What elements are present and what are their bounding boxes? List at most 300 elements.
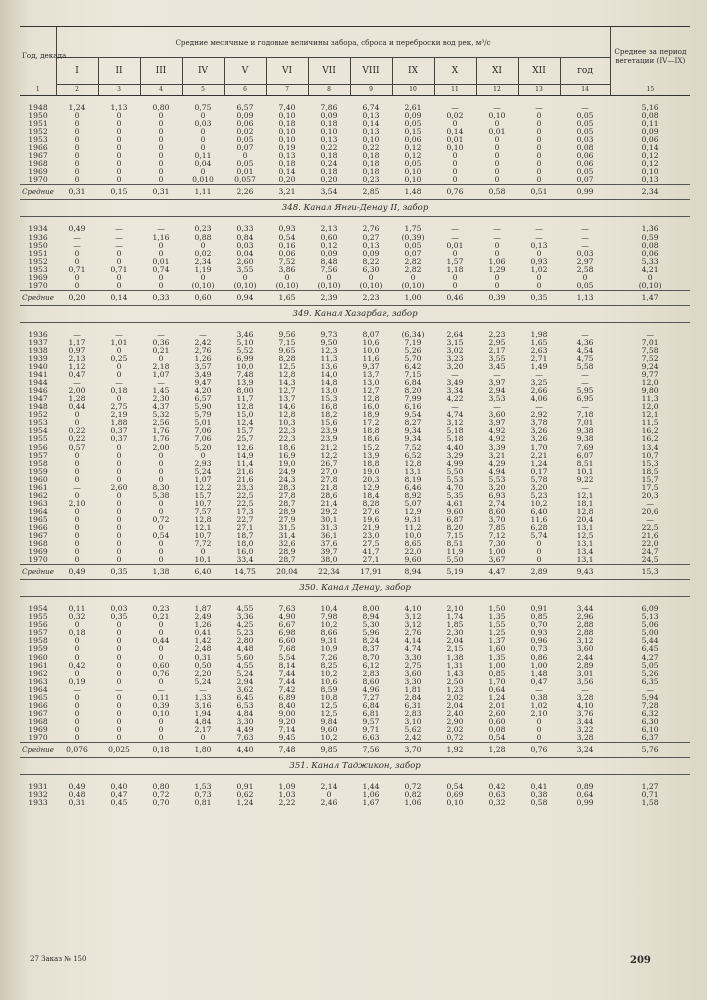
table-cell: 1,58: [641, 798, 659, 808]
table-cell: 0: [200, 272, 206, 282]
table-cell: 12,0: [641, 378, 659, 388]
table-cell: 2,94: [488, 386, 506, 396]
table-cell: 6,52: [404, 450, 422, 460]
table-cell: 9,34: [404, 434, 422, 444]
table-cell: 1,17: [68, 337, 86, 347]
table-cell: 3,57: [194, 362, 212, 372]
table-cell: 10,0: [362, 345, 380, 355]
table-cell: 14,0: [320, 370, 338, 380]
table-cell: 1,48: [530, 668, 548, 678]
table-cell: 2,17: [488, 345, 506, 355]
table-cell: 2,60: [110, 482, 128, 492]
table-cell: 2,30: [446, 628, 464, 638]
table-cell: 0,49: [68, 782, 86, 792]
table-cell: 0,18: [320, 119, 338, 129]
table-cell: 0: [200, 732, 206, 742]
average-cell: 20,04: [266, 565, 308, 580]
table-cell: 0: [74, 159, 80, 169]
table-cell: 0,99: [576, 798, 594, 808]
table-cell: 27,5: [362, 539, 380, 549]
table-cell: 7,18: [576, 410, 594, 420]
table-cell: 10,1: [576, 466, 594, 476]
table-cell: 12,8: [576, 506, 594, 516]
table-cell: 0,04: [194, 159, 212, 169]
table-cell: 20,3: [362, 474, 380, 484]
section-title: 351. Канал Таджикон, забор: [20, 758, 690, 775]
table-cell: 8,66: [320, 628, 338, 638]
table-cell: 14,9: [236, 450, 254, 460]
table-cell: 0: [242, 151, 248, 161]
table-cell: 2,96: [576, 612, 594, 622]
table-cell: 31,4: [278, 531, 296, 541]
row-year: 1951: [28, 119, 48, 129]
table-cell: 7,98: [320, 612, 338, 622]
table-cell: 6,57: [194, 394, 212, 404]
table-cell: 6,40: [530, 506, 548, 516]
table-cell: 2,83: [362, 668, 380, 678]
table-cell: 1,36: [641, 224, 659, 234]
table-cell: 1,60: [488, 644, 506, 654]
table-cell: 20,6: [641, 506, 659, 516]
table-cell: 0,06: [576, 159, 594, 169]
average-cell: 0,58: [476, 185, 518, 200]
table-cell: 0,05: [576, 167, 594, 177]
table-cell: 3,60: [488, 410, 506, 420]
table-cell: 2,90: [446, 716, 464, 726]
table-cell: 7,15: [278, 337, 296, 347]
table-cell: 22,7: [236, 514, 254, 524]
table-cell: —: [115, 232, 123, 242]
table-cell: 0: [158, 127, 164, 137]
table-cell: 0: [116, 248, 122, 258]
table-cell: 12,7: [278, 386, 296, 396]
table-cell: 0: [158, 248, 164, 258]
section-title-row: [20, 580, 690, 597]
table-cell: 37,6: [320, 539, 338, 549]
table-cell: 0: [158, 506, 164, 516]
table-cell: 0: [116, 111, 122, 121]
table-cell: 0: [536, 724, 542, 734]
table-cell: 6,74: [362, 103, 380, 113]
table-cell: 0,25: [110, 354, 128, 363]
table-cell: 4,55: [236, 660, 254, 670]
row-year: 1953: [28, 264, 48, 274]
table-cell: 2,76: [404, 628, 422, 638]
table-cell: 2,10: [68, 498, 86, 508]
table-cell: 9,31: [404, 514, 422, 524]
table-cell: 0: [494, 167, 500, 177]
table-cell: 22,5: [641, 522, 659, 532]
table-cell: 0,72: [446, 732, 464, 742]
table-cell: 1,37: [488, 636, 506, 646]
table-cell: 0: [116, 143, 122, 153]
table-cell: 0,10: [278, 135, 296, 145]
table-cell: 0: [74, 256, 80, 266]
table-cell: 8,37: [362, 644, 380, 654]
row-year: 1957: [28, 628, 48, 638]
table-cell: 8,40: [278, 700, 296, 710]
table-cell: 3,30: [236, 716, 254, 726]
row-year: 1966: [28, 143, 48, 153]
table-cell: 36,1: [320, 531, 338, 541]
table-cell: 0,09: [362, 248, 380, 258]
table-cell: 0: [536, 175, 542, 185]
row-year: 1950: [28, 240, 48, 250]
row-year: 1967: [28, 531, 48, 541]
table-cell: 0,01: [488, 127, 506, 137]
table-cell: 6,93: [488, 490, 506, 500]
row-year: 1970: [28, 732, 48, 742]
table-cell: 0,05: [576, 111, 594, 121]
average-cell: 1,13: [560, 290, 610, 305]
table-cell: 0,71: [110, 264, 128, 274]
table-cell: 0,20: [320, 175, 338, 185]
table-cell: 0,10: [278, 127, 296, 137]
table-cell: 0: [452, 272, 458, 282]
table-cell: 7,27: [362, 692, 380, 702]
table-cell: 0,91: [530, 604, 548, 614]
table-cell: 10,2: [320, 668, 338, 678]
table-cell: 9,50: [320, 337, 338, 347]
table-cell: 3,53: [488, 394, 506, 404]
table-cell: 23,3: [236, 482, 254, 492]
table-cell: 0: [116, 159, 122, 169]
table-cell: 0: [158, 143, 164, 153]
table-cell: 1,06: [362, 790, 380, 800]
table-cell: —: [73, 329, 81, 339]
table-cell: 0: [116, 539, 122, 549]
row-year: 1968: [28, 716, 48, 726]
table-cell: 0: [158, 175, 164, 185]
table-cell: 0: [158, 458, 164, 468]
table-cell: 0,27: [362, 232, 380, 242]
average-cell: 1,92: [434, 743, 476, 758]
table-cell: 5,53: [488, 474, 506, 484]
table-cell: 0,12: [404, 143, 422, 153]
row-year: 1970: [28, 175, 48, 185]
table-cell: 0,91: [236, 782, 254, 792]
row-year: 1960: [28, 652, 48, 662]
table-cell: 0: [116, 151, 122, 161]
table-cell: 1,70: [530, 442, 548, 452]
table-cell: 1,24: [236, 798, 254, 808]
table-cell: (0,10): [317, 280, 341, 290]
column-number: 11: [434, 85, 476, 96]
table-cell: 2,04: [446, 636, 464, 646]
table-cell: —: [581, 224, 589, 234]
table-cell: 0: [74, 151, 80, 161]
table-cell: 0: [158, 498, 164, 508]
header-annual: год: [560, 58, 610, 85]
table-cell: 7,52: [404, 442, 422, 452]
table-cell: —: [115, 378, 123, 388]
average-cell: 0,31: [140, 185, 182, 200]
header-month-6: VI: [266, 58, 308, 85]
table-cell: 1,45: [152, 386, 170, 396]
table-cell: 9,77: [641, 370, 659, 380]
table-cell: 0,20: [278, 175, 296, 185]
average-cell: 1,38: [140, 565, 182, 580]
row-year: 1959: [28, 644, 48, 654]
table-cell: 0,06: [404, 135, 422, 145]
table-cell: 6,16: [404, 402, 422, 412]
table-cell: 0: [116, 474, 122, 484]
table-cell: 3,36: [236, 612, 254, 622]
table-cell: 0: [116, 394, 122, 404]
table-cell: 0: [452, 280, 458, 290]
table-cell: 5,70: [404, 354, 422, 363]
table-cell: 0: [74, 175, 80, 185]
table-cell: 0,11: [68, 604, 86, 614]
table-cell: 7,30: [488, 539, 506, 549]
table-cell: 7,14: [278, 724, 296, 734]
table-cell: 0,010: [192, 175, 214, 185]
average-label: Средние: [20, 185, 56, 200]
table-cell: 4,21: [641, 264, 659, 274]
table-cell: 0,86: [530, 652, 548, 662]
table-cell: 24,3: [278, 474, 296, 484]
table-cell: 1,03: [278, 790, 296, 800]
table-cell: 6,12: [362, 660, 380, 670]
table-cell: 0,17: [530, 466, 548, 476]
table-cell: 9,22: [576, 474, 594, 484]
table-cell: 4,74: [404, 644, 422, 654]
table-cell: 0,31: [68, 798, 86, 808]
table-cell: 0: [116, 676, 122, 686]
table-cell: —: [199, 329, 207, 339]
table-cell: 15,3: [641, 458, 659, 468]
table-cell: 1,24: [530, 458, 548, 468]
table-cell: 0: [74, 280, 80, 290]
table-cell: 5,18: [446, 426, 464, 436]
average-cell: 4,40: [224, 743, 266, 758]
table-cell: 0,05: [236, 159, 254, 169]
row-year: 1967: [28, 151, 48, 161]
table-cell: —: [646, 684, 654, 694]
table-cell: 0,93: [530, 628, 548, 638]
table-cell: 0,32: [488, 798, 506, 808]
table-row: [20, 734, 690, 743]
table-cell: 2,40: [446, 708, 464, 718]
table-cell: 1,02: [530, 700, 548, 710]
table-cell: 7,26: [320, 652, 338, 662]
table-cell: 13,7: [278, 394, 296, 404]
table-cell: —: [115, 329, 123, 339]
table-cell: 0,07: [236, 143, 254, 153]
table-cell: 2,48: [194, 644, 212, 654]
table-cell: 0,10: [278, 111, 296, 121]
table-cell: 0,97: [68, 345, 86, 355]
table-cell: 4,96: [362, 684, 380, 694]
table-cell: (0,10): [359, 280, 383, 290]
table-cell: 0,37: [110, 434, 128, 444]
average-cell: 2,39: [308, 290, 350, 305]
table-cell: 5,94: [641, 692, 659, 702]
table-cell: 1,87: [194, 604, 212, 614]
header-month-8: VIII: [350, 58, 392, 85]
average-cell: 2,23: [350, 290, 392, 305]
table-cell: —: [451, 224, 459, 234]
table-cell: 0,44: [152, 636, 170, 646]
table-cell: 0,58: [530, 798, 548, 808]
table-cell: 1,12: [68, 362, 86, 372]
table-cell: 7,86: [320, 103, 338, 113]
average-cell: 0,49: [56, 565, 98, 580]
table-cell: 0,10: [446, 798, 464, 808]
table-cell: 0,05: [576, 119, 594, 129]
table-cell: 0: [158, 644, 164, 654]
table-cell: 0: [116, 700, 122, 710]
table-cell: 10,3: [278, 418, 296, 428]
row-year: 1934: [28, 224, 48, 234]
table-cell: 0,64: [488, 684, 506, 694]
table-cell: 2,93: [194, 458, 212, 468]
table-cell: 0,13: [320, 135, 338, 145]
column-number: 12: [476, 85, 518, 96]
table-cell: 7,15: [404, 370, 422, 380]
table-cell: 0: [116, 135, 122, 145]
table-cell: 2,46: [320, 798, 338, 808]
table-cell: 0,04: [236, 248, 254, 258]
table-cell: 0: [536, 716, 542, 726]
row-year: 1957: [28, 450, 48, 460]
table-cell: 0,85: [488, 668, 506, 678]
table-cell: 0: [74, 506, 80, 516]
table-cell: 0: [158, 272, 164, 282]
table-cell: 0,57: [68, 442, 86, 452]
table-cell: 28,6: [320, 490, 338, 500]
table-cell: 1,07: [152, 370, 170, 380]
average-row: [20, 290, 690, 305]
table-cell: 16,2: [641, 434, 659, 444]
table-cell: 10,7: [641, 450, 659, 460]
table-cell: 5,24: [194, 466, 212, 476]
row-year: 1956: [28, 620, 48, 630]
table-cell: 0: [74, 474, 80, 484]
table-cell: 2,84: [404, 692, 422, 702]
table-cell: 0,63: [488, 790, 506, 800]
table-cell: —: [646, 498, 654, 508]
table-cell: —: [581, 378, 589, 388]
table-cell: 3,49: [194, 370, 212, 380]
table-cell: 4,84: [236, 708, 254, 718]
table-cell: 9,31: [320, 636, 338, 646]
table-cell: 0: [200, 127, 206, 137]
table-cell: 8,59: [320, 684, 338, 694]
table-cell: 5,53: [446, 474, 464, 484]
table-cell: —: [581, 329, 589, 339]
table-cell: 1,19: [194, 264, 212, 274]
table-cell: 0,16: [278, 240, 296, 250]
table-cell: 0: [74, 466, 80, 476]
table-cell: 0: [284, 272, 290, 282]
table-cell: 0: [158, 474, 164, 484]
header-group-title: Средние месячные и годовые величины забора, сброса и переброски вод рек, м³/с: [56, 27, 610, 58]
table-cell: 0: [452, 248, 458, 258]
table-cell: 7,52: [641, 354, 659, 363]
row-year: 1947: [28, 394, 48, 404]
average-cell: 2,89: [518, 565, 560, 580]
table-cell: 2,82: [404, 264, 422, 274]
table-cell: 12,2: [194, 482, 212, 492]
table-cell: 12,9: [404, 506, 422, 516]
table-cell: 1,24: [68, 103, 86, 113]
table-cell: 5,96: [362, 628, 380, 638]
table-cell: 18,1: [576, 498, 594, 508]
table-cell: 1,33: [194, 692, 212, 702]
table-cell: 6,99: [236, 354, 254, 363]
table-cell: 0,05: [404, 240, 422, 250]
table-cell: 0,59: [641, 232, 659, 242]
table-cell: 2,80: [236, 636, 254, 646]
table-cell: 0: [116, 466, 122, 476]
table-cell: —: [581, 684, 589, 694]
table-cell: 15,7: [194, 490, 212, 500]
table-cell: 0: [116, 458, 122, 468]
table-cell: 6,35: [641, 676, 659, 686]
table-cell: 38,0: [320, 555, 338, 565]
table-cell: 0,84: [236, 232, 254, 242]
table-cell: 4,99: [446, 458, 464, 468]
table-cell: 6,45: [236, 692, 254, 702]
table-cell: 0: [536, 547, 542, 557]
table-cell: 1,74: [446, 612, 464, 622]
table-cell: 0: [74, 458, 80, 468]
average-cell: 0,20: [56, 290, 98, 305]
table-cell: 0: [74, 127, 80, 137]
table-cell: 0,18: [362, 167, 380, 177]
table-cell: 1,07: [194, 474, 212, 484]
table-cell: 22,0: [404, 547, 422, 557]
row-year: 1962: [28, 490, 48, 500]
table-cell: 0,13: [362, 240, 380, 250]
average-cell: 0,60: [182, 290, 224, 305]
table-cell: 0,74: [152, 264, 170, 274]
table-cell: 0,09: [404, 111, 422, 121]
table-cell: 0,73: [530, 644, 548, 654]
table-cell: —: [493, 224, 501, 234]
table-cell: 0,69: [446, 790, 464, 800]
table-cell: 3,28: [576, 732, 594, 742]
table-cell: —: [115, 224, 123, 234]
table-cell: 0,82: [404, 790, 422, 800]
column-number: 2: [56, 85, 98, 96]
average-cell: 1,00: [392, 290, 434, 305]
table-cell: 5,33: [641, 256, 659, 266]
table-cell: 0,05: [576, 127, 594, 137]
table-cell: 10,9: [320, 644, 338, 654]
table-cell: 11,2: [404, 522, 422, 532]
average-cell: 9,43: [560, 565, 610, 580]
row-year: 1936: [28, 232, 48, 242]
table-cell: 0: [158, 135, 164, 145]
table-cell: 1,67: [362, 798, 380, 808]
table-cell: 7,99: [404, 394, 422, 404]
table-cell: 0,54: [152, 531, 170, 541]
table-cell: 2,01: [488, 700, 506, 710]
table-cell: 0,18: [278, 119, 296, 129]
table-cell: 10,8: [320, 692, 338, 702]
header-month-1: I: [56, 58, 98, 85]
table-cell: 0: [116, 531, 122, 541]
table-cell: 4,14: [404, 636, 422, 646]
table-cell: 0,03: [576, 248, 594, 258]
table-cell: 2,18: [152, 362, 170, 372]
table-cell: 1,13: [110, 103, 128, 113]
table-cell: 0,05: [576, 280, 594, 290]
row-year: 1938: [28, 345, 48, 355]
table-cell: 8,60: [362, 676, 380, 686]
